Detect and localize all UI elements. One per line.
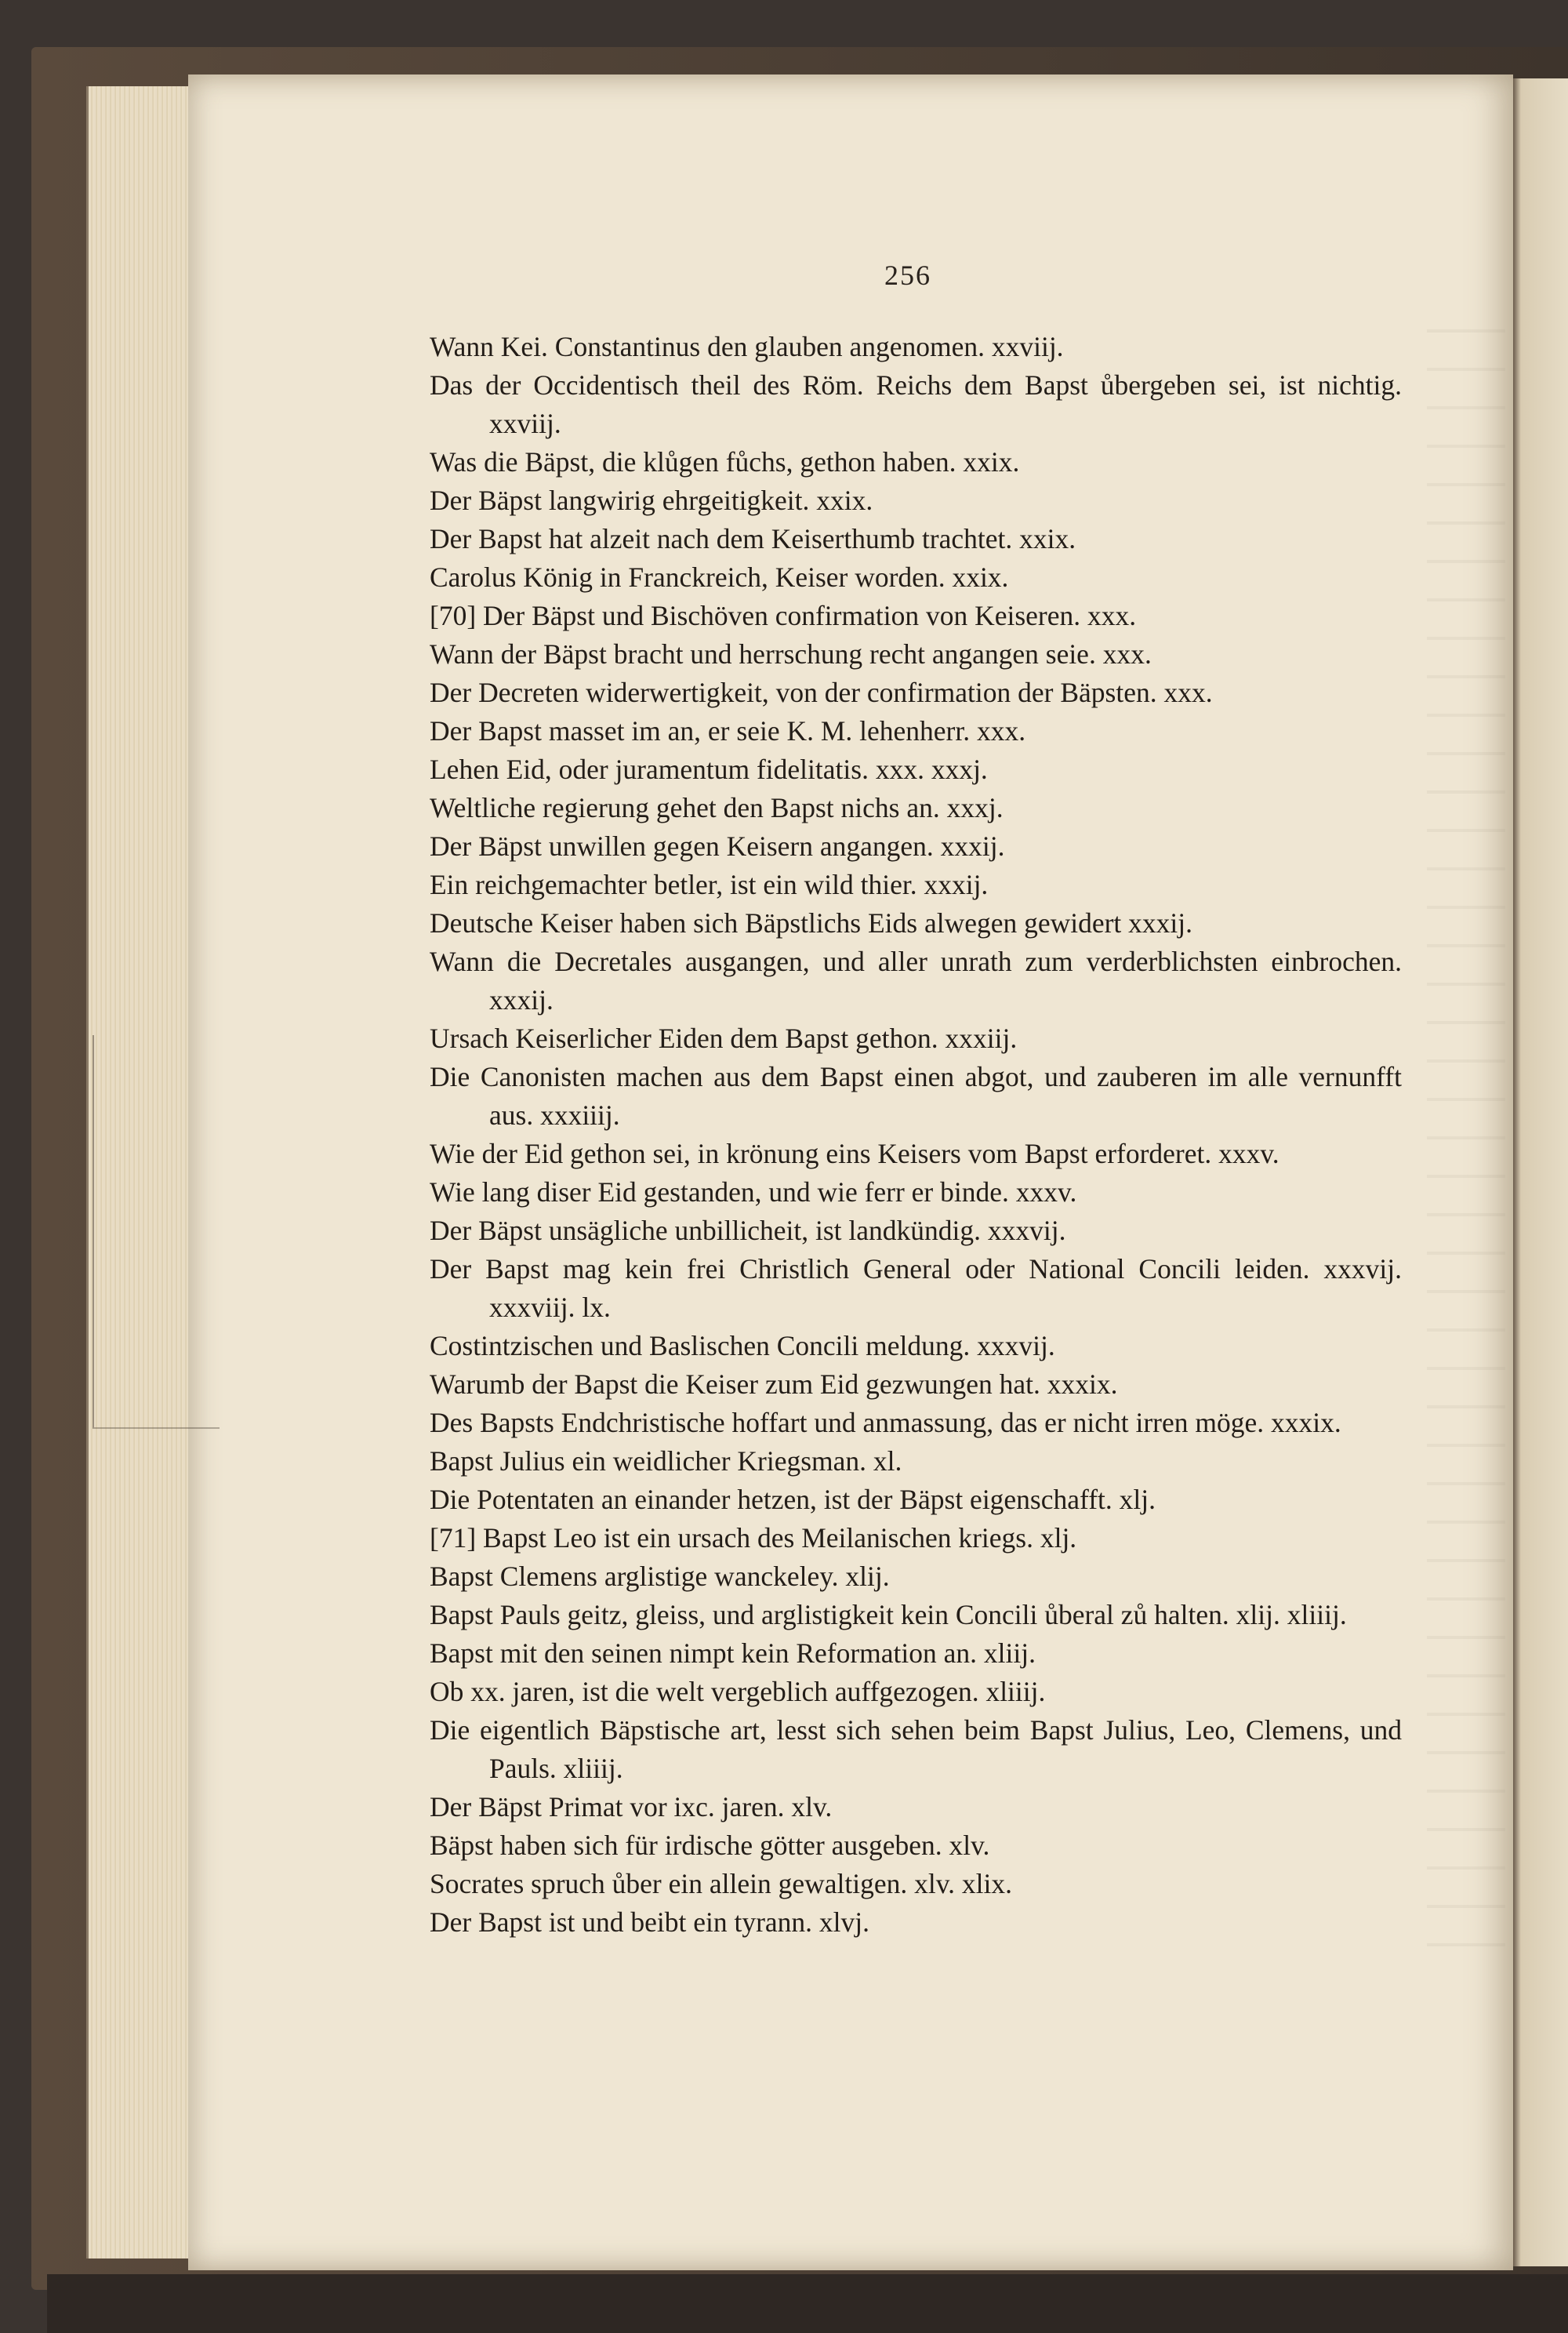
index-entry: Der Decreten widerwertigkeit, von der confirmation der Bäpsten. xxx. (430, 677, 1213, 708)
index-entry: Socrates spruch ůber ein allein gewaltigen. xlv. xlix. (430, 1868, 1012, 1899)
table-surface (47, 2274, 1568, 2333)
index-entry: Der Bäpst Primat vor ixc. jaren. xlv. (430, 1791, 833, 1822)
index-entry: Bäpst haben sich für irdische götter ausgeben. xlv. (430, 1830, 990, 1861)
index-entry: Weltliche regierung gehet den Bapst nichs an. xxxj. (430, 792, 1004, 823)
index-entry: Die Canonisten machen aus dem Bapst einen abgot, und zauberen im alle vernunfft aus. xxxiiij. (430, 1061, 1402, 1131)
index-entry: Der Bapst mag kein frei Christlich General oder National Concili leiden. xxxvij. xxxviij. lx. (430, 1253, 1402, 1323)
index-entry: Ob xx. jaren, ist die welt vergeblich auffgezogen. xliiij. (430, 1676, 1046, 1707)
pencil-margin-mark (93, 1035, 220, 1429)
index-entry: Bapst Clemens arglistige wanckeley. xlij. (430, 1561, 890, 1592)
page-number: 256 (884, 260, 931, 291)
index-entry: Der Bäpst langwirig ehrgeitigkeit. xxix. (430, 485, 873, 516)
index-entry: Bapst Julius ein weidlicher Kriegsman. xl. (430, 1445, 902, 1477)
index-entry: [71] Bapst Leo ist ein ursach des Meilanischen kriegs. xlj. (430, 1522, 1077, 1554)
index-entry: Des Bapsts Endchristische hoffart und anmassung, das er nicht irren möge. xxxix. (430, 1407, 1341, 1438)
index-entry-list (430, 328, 1402, 1942)
index-entry: Wie der Eid gethon sei, in krönung eins Keisers vom Bapst erforderet. xxxv. (430, 1138, 1279, 1169)
index-entry: Der Bapst ist und beibt ein tyrann. xlvj. (430, 1906, 870, 1938)
index-entry: Ein reichgemachter betler, ist ein wild thier. xxxij. (430, 869, 989, 900)
index-entry: Der Bapst masset im an, er seie K. M. lehenherr. xxx. (430, 715, 1026, 747)
index-entry: [70] Der Bäpst und Bischöven confirmation von Keiseren. xxx. (430, 600, 1137, 631)
index-entry: Die eigentlich Bäpstische art, lesst sich sehen beim Bapst Julius, Leo, Clemens, und Pauls. xliiij. (430, 1714, 1402, 1784)
index-entry: Bapst mit den seinen nimpt kein Reformation an. xliij. (430, 1637, 1036, 1669)
show-through-text (1427, 329, 1505, 1976)
index-entry: Bapst Pauls geitz, gleiss, und arglistigkeit kein Concili ůberal zů halten. xlij. xliiij. (430, 1599, 1347, 1630)
index-entry: Der Bapst hat alzeit nach dem Keiserthumb trachtet. xxix. (430, 523, 1076, 554)
index-entry: Warumb der Bapst die Keiser zum Eid gezwungen hat. xxxix. (430, 1368, 1118, 1400)
index-entry: Wann die Decretales ausgangen, und aller unrath zum verderblichsten einbrochen. xxxij. (430, 946, 1402, 1016)
index-entry: Lehen Eid, oder juramentum fidelitatis. xxx. xxxj. (430, 754, 988, 785)
index-entry: Ursach Keiserlicher Eiden dem Bapst gethon. xxxiij. (430, 1023, 1018, 1054)
index-entry: Carolus König in Franckreich, Keiser worden. xxix. (430, 561, 1009, 593)
index-entry: Die Potentaten an einander hetzen, ist der Bäpst eigenschafft. xlj. (430, 1484, 1156, 1515)
index-entry: Das der Occidentisch theil des Röm. Reichs dem Bapst ůbergeben sei, ist nichtig. xxviij. (430, 369, 1402, 439)
index-entry: Wann der Bäpst bracht und herrschung recht angangen seie. xxx. (430, 638, 1152, 670)
index-entry: Wann Kei. Constantinus den glauben angenomen. xxviij. (430, 331, 1064, 362)
index-entry: Der Bäpst unsägliche unbillicheit, ist landkündig. xxxvij. (430, 1215, 1066, 1246)
facing-page-edge (1513, 78, 1568, 2266)
index-entry: Wie lang diser Eid gestanden, und wie ferr er binde. xxxv. (430, 1176, 1077, 1208)
index-entry: Was die Bäpst, die klůgen fůchs, gethon haben. xxix. (430, 446, 1020, 478)
index-entry: Der Bäpst unwillen gegen Keisern angangen. xxxij. (430, 830, 1005, 862)
index-entry: Costintzischen und Baslischen Concili meldung. xxxvij. (430, 1330, 1055, 1361)
index-entry: Deutsche Keiser haben sich Bäpstlichs Eids alwegen gewidert xxxij. (430, 907, 1193, 939)
